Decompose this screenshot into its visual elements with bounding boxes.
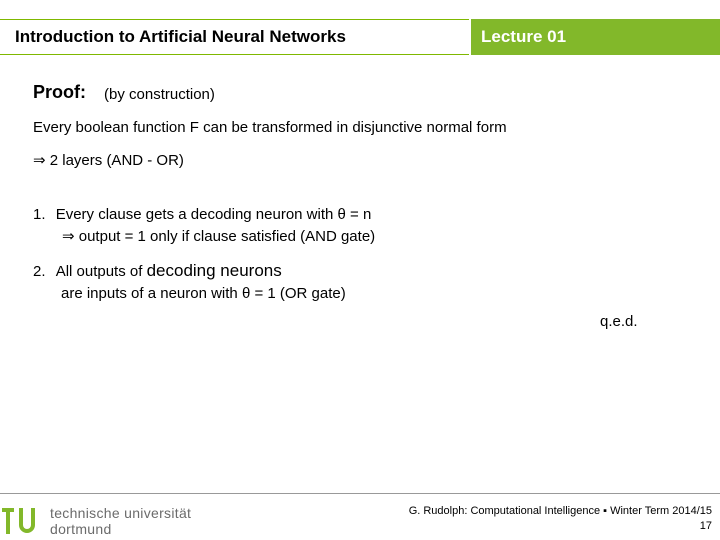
body-line-dnf: Every boolean function F can be transformed in disjunctive normal form	[33, 119, 507, 136]
university-logo-text	[50, 505, 191, 537]
tu-logo-icon	[2, 505, 44, 537]
list-item-1-text: Every clause gets a decoding neuron with θ = n	[55, 206, 372, 223]
list-item-1-number: 1.	[33, 206, 46, 223]
footer-credit: G. Rudolph: Computational Intelligence ▪ Winter Term 2014/15	[408, 505, 712, 517]
implies-icon: ⇒	[62, 227, 75, 245]
list-item-2-text-b: decoding neurons	[146, 261, 282, 280]
lecture-box	[471, 19, 720, 55]
footer-divider	[0, 493, 720, 494]
list-item-2-number: 2.	[33, 263, 46, 280]
lecture-label: Lecture 01	[481, 27, 567, 46]
logo-line-2: dortmund	[50, 521, 112, 537]
list-item-2-sub: are inputs of a neuron with θ = 1 (OR gate)	[61, 285, 346, 302]
list-item-2-text-a: All outputs of	[55, 263, 147, 280]
proof-label: Proof:	[33, 82, 86, 102]
qed-label: q.e.d.	[600, 313, 638, 330]
slide-header	[0, 19, 720, 55]
header-title-box	[0, 19, 469, 55]
list-item-1-sub	[62, 227, 375, 245]
list-item-1-sub-text: output = 1 only if clause satisfied (AND gate)	[78, 228, 376, 245]
list-item-2	[33, 261, 282, 281]
page-number: 17	[699, 520, 712, 532]
logo-line-1: technische universität	[50, 505, 192, 521]
implies-icon: ⇒	[33, 151, 46, 169]
layers-text: 2 layers (AND - OR)	[49, 152, 184, 169]
body-line-layers	[33, 151, 184, 169]
proof-subtitle: (by construction)	[104, 86, 215, 103]
header-title: Introduction to Artificial Neural Networks	[15, 27, 346, 46]
list-item-1	[33, 206, 371, 223]
